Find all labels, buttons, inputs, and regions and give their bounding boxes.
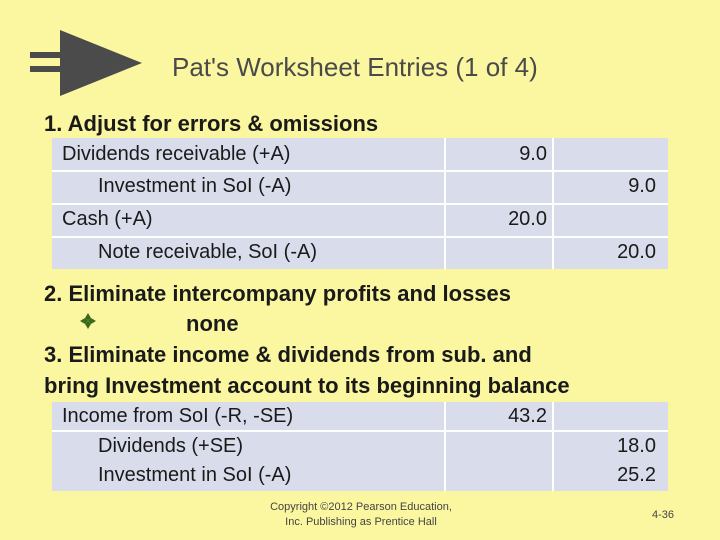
table-row-credit: 20.0 bbox=[617, 241, 656, 263]
table-row-account: Note receivable, SoI (-A) bbox=[98, 241, 317, 263]
table-row-account: Dividends receivable (+A) bbox=[62, 143, 291, 165]
step3-heading-line2: bring Investment account to its beginning balance bbox=[44, 373, 570, 398]
table-row-debit: 20.0 bbox=[508, 208, 547, 230]
step3-heading-line1: 3. Eliminate income & dividends from sub. and bbox=[44, 342, 532, 367]
table-row-account: Dividends (+SE) bbox=[98, 435, 244, 457]
step2-heading: 2. Eliminate intercompany profits and losses bbox=[44, 281, 512, 306]
table-row-account: Cash (+A) bbox=[62, 208, 153, 230]
copyright-line2: Inc. Publishing as Prentice Hall bbox=[285, 516, 437, 528]
double-arrow-icon bbox=[30, 28, 142, 98]
table-row-credit: 18.0 bbox=[617, 435, 656, 457]
copyright-line1: Copyright ©2012 Pearson Education, bbox=[270, 501, 452, 513]
diamond-bullet-icon bbox=[80, 313, 96, 329]
step1-heading: 1. Adjust for errors & omissions bbox=[44, 111, 379, 136]
table-row-account: Investment in SoI (-A) bbox=[98, 464, 292, 486]
table-row-account: Income from SoI (-R, -SE) bbox=[62, 405, 294, 427]
slide-title: Pat's Worksheet Entries (1 of 4) bbox=[172, 52, 538, 82]
table-row-debit: 9.0 bbox=[519, 143, 547, 165]
step2-bullet-text: none bbox=[186, 311, 239, 336]
page-number: 4-36 bbox=[652, 509, 675, 521]
table-row-credit: 25.2 bbox=[617, 464, 656, 486]
copyright-notice bbox=[250, 500, 472, 530]
table-row-credit: 9.0 bbox=[628, 175, 656, 197]
table-row-account: Investment in SoI (-A) bbox=[98, 175, 292, 197]
table-row-debit: 43.2 bbox=[508, 405, 547, 427]
